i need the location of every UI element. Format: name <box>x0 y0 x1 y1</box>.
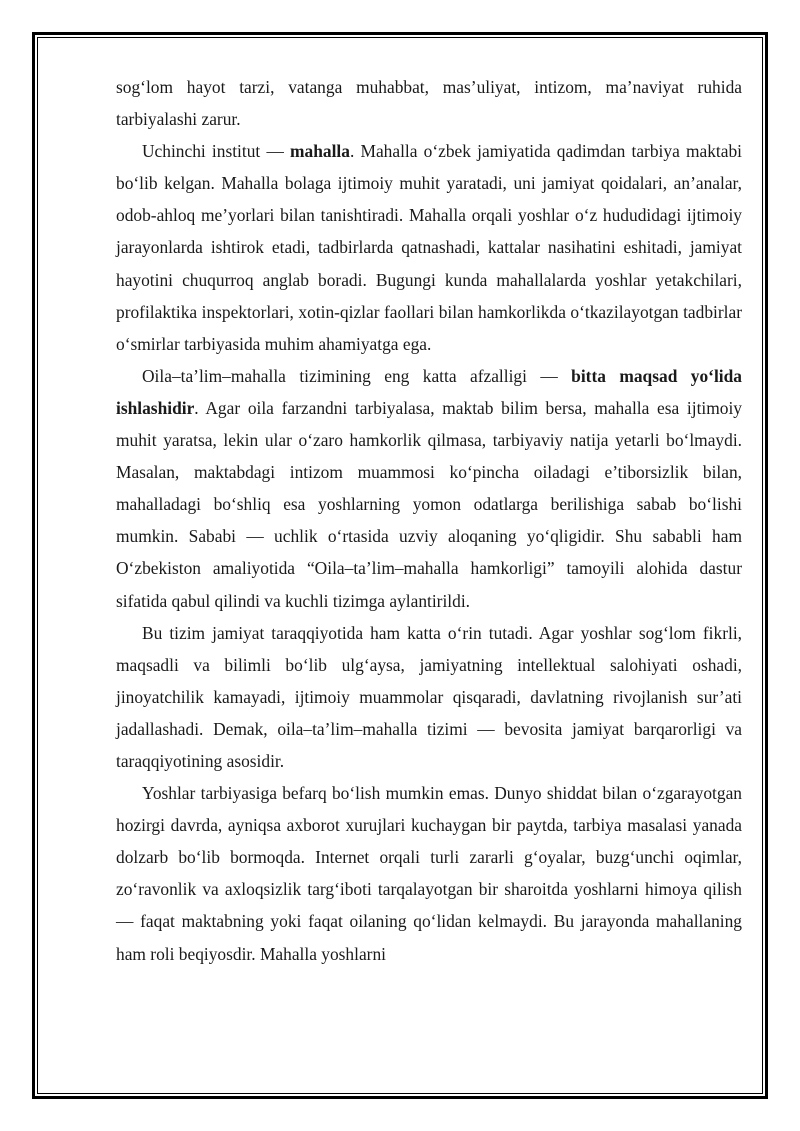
paragraph-text: . Agar oila farzandni tarbiyalasa, maktab bilim bersa, mahalla esa ijtimoiy muhit yaratsa, lekin ular o‘zaro hamkorlik qilmasa, tarbiyaviy natija yetarli bo‘lmaydi. Masalan, maktabdagi intizom muammosi ko‘pincha oiladagi e’tiborsizlik bilan, mahalladagi bo‘shliq esa yoshlarning yomon odatlarga berilishiga sabab bo‘lishi mumkin. Sababi — uchlik o‘rtasida uzviy aloqaning yo‘qligidir. Shu sababli ham O‘zbekiston amaliyotida “Oila–ta’lim–mahalla hamkorligi” tamoyili alohida dastur sifatida qabul qilindi va kuchli tizimga aylantirildi. <box>116 397 742 611</box>
paragraph-continuation <box>116 71 742 135</box>
paragraph-text: Oila–ta’lim–mahalla tizimining eng katta afzalligi — <box>142 365 572 386</box>
paragraph-text: sog‘lom hayot tarzi, vatanga muhabbat, mas’uliyat, intizom, ma’naviyat ruhida tarbiyalashi zarur. <box>116 77 742 130</box>
paragraph-text: Bu tizim jamiyat taraqqiyotida ham katta o‘rin tutadi. Agar yoshlar sog‘lom fikrli, maqsadli va bilimli bo‘lib ulg‘aysa, jamiyatning intellektual salohiyati oshadi, jinoyatchilik kamayadi, ijtimoiy muammolar qisqaradi, davlatning rivojlanish sur’ati jadallashadi. Demak, oila–ta’lim–mahalla tizimi — bevosita jamiyat barqarorligi va taraqqiyotining asosidir. <box>116 622 742 771</box>
bold-term: bitta maqsad yo‘lida ishlashidir <box>116 365 742 418</box>
document-body <box>116 71 742 970</box>
bold-term: mahalla <box>290 141 350 162</box>
paragraph-system-advantage <box>116 360 742 617</box>
paragraph-text: Yoshlar tarbiyasiga befarq bo‘lish mumkin emas. Dunyo shiddat bilan o‘zgarayotgan hozirgi davrda, ayniqsa axborot xurujlari kuchaygan bir paytda, tarbiya masalasi yanada dolzarb bo‘lib bormoqda. Internet orqali turli zararli g‘oyalar, buzg‘unchi oqimlar, zo‘ravonlik va axloqsizlik targ‘iboti tarqalayotgan bir sharoitda yoshlarni himoya qilish — faqat maktabning yoki faqat oilaning qo‘lidan kelmaydi. Bu jarayonda mahallaning ham roli beqiyosdir. Mahalla yoshlarni <box>116 783 742 964</box>
paragraph-text: Uchinchi institut — <box>142 141 291 162</box>
paragraph-mahalla <box>116 135 742 360</box>
paragraph-youth-upbringing <box>116 777 742 970</box>
paragraph-society-development <box>116 617 742 777</box>
paragraph-text: . Mahalla o‘zbek jamiyatida qadimdan tarbiya maktabi bo‘lib kelgan. Mahalla bolaga ijtimoiy muhit yaratadi, uni jamiyat qoidalari, an’analar, odob-ahloq me’yorlari bilan tanishtiradi. Mahalla orqali yoshlar o‘z hududidagi ijtimoiy jarayonlarda ishtirok etadi, tadbirlarda qatnashadi, kattalar nasihatini eshitadi, jamiyat hayotini chuqurroq anglab boradi. Bugungi kunda mahallalarda yoshlar yetakchilari, profilaktika inspektorlari, xotin-qizlar faollari bilan hamkorlikda o‘tkazilayotgan tadbirlar o‘smirlar tarbiyasida muhim ahamiyatga ega. <box>116 141 743 354</box>
